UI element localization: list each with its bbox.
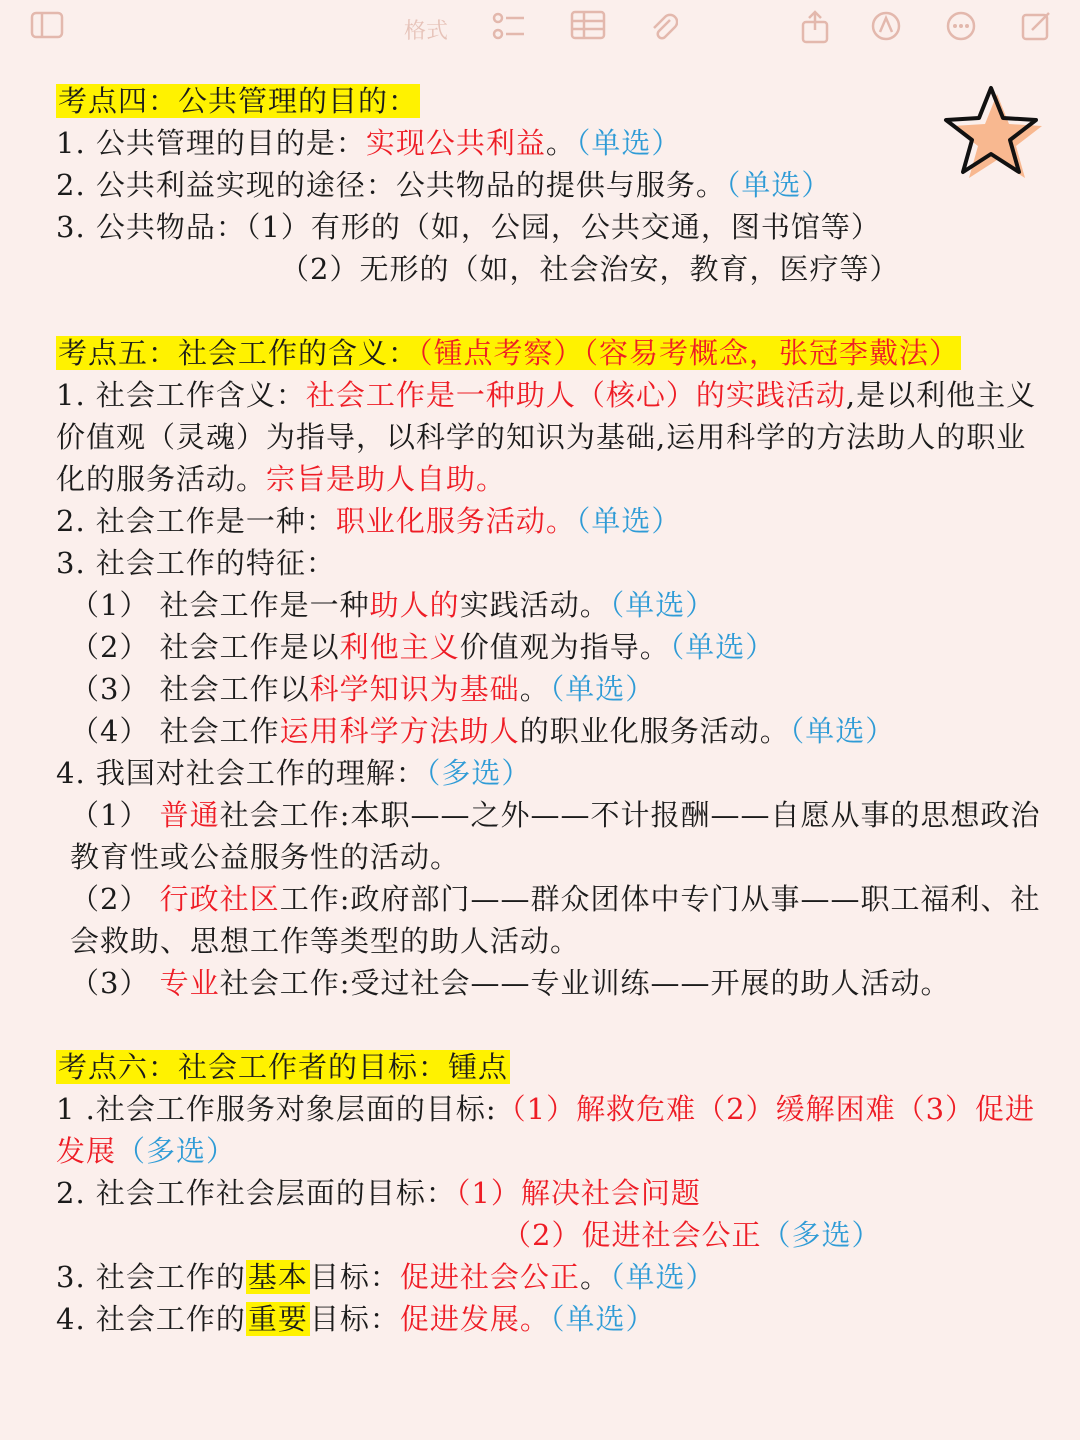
s6-line-4: 3. 社会工作的基本目标：促进社会公正。（单选） xyxy=(56,1260,716,1294)
s5-definition: 1. 社会工作含义：社会工作是一种助人（核心）的实践活动,是以利他主义价值观（灵魂）为指导，以科学的知识为基础,运用科学的方法助人的职业化的服务活动。宗旨是助人自助。 xyxy=(56,378,1037,496)
s5-understanding-3: （3） 专业社会工作:受过社会——专业训练——开展的助人活动。 xyxy=(70,966,951,1000)
s4-line-2: 2. 公共利益实现的途径：公共物品的提供与服务。（单选） xyxy=(56,168,832,202)
s5-feature-4: （4） 社会工作运用科学方法助人的职业化服务活动。（单选） xyxy=(70,714,896,748)
s5-line-3: 3. 社会工作的特征： xyxy=(56,546,336,580)
s5-understanding-2: （2） 行政社区工作:政府部门——群众团体中专门从事——职工福利、社会救助、思想工作等类型的助人活动。 xyxy=(70,882,1041,958)
markup-icon[interactable] xyxy=(870,10,902,42)
s5-line-2: 2. 社会工作是一种：职业化服务活动。（单选） xyxy=(56,504,682,538)
section-4-heading: 考点四：公共管理的目的： xyxy=(58,84,419,118)
table-icon[interactable] xyxy=(570,10,606,40)
s5-feature-2: （2） 社会工作是以利他主义价值观为指导。（单选） xyxy=(70,630,776,664)
s4-line-3: 3. 公共物品：（1）有形的（如，公园，公共交通，图书馆等） xyxy=(56,210,881,244)
checklist-icon[interactable] xyxy=(492,10,526,42)
format-button[interactable]: 格式 xyxy=(404,19,449,44)
section-5-heading: 考点五：社会工作的含义：（锺点考察）（容易考概念，张冠李戴法） xyxy=(58,336,960,370)
s5-line-4: 4. 我国对社会工作的理解：（多选） xyxy=(56,756,532,790)
note-body[interactable] xyxy=(56,80,1056,1340)
s6-line-3: （2）促进社会公正（多选） xyxy=(502,1218,882,1252)
s6-line-5: 4. 社会工作的重要目标：促进发展。（单选） xyxy=(56,1302,656,1336)
more-icon[interactable] xyxy=(945,10,977,42)
sidebar-icon[interactable] xyxy=(30,10,64,40)
attachment-icon[interactable] xyxy=(648,10,678,44)
toolbar xyxy=(0,0,1080,56)
s5-feature-3: （3） 社会工作以科学知识为基础。（单选） xyxy=(70,672,656,706)
s5-understanding-1: （1） 普通社会工作:本职——之外——不计报酬——自愿从事的思想政治教育性或公益服务性的活动。 xyxy=(70,798,1041,874)
s4-line-1: 1. 公共管理的目的是：实现公共利益。（单选） xyxy=(56,126,682,160)
share-icon[interactable] xyxy=(800,10,830,44)
s6-line-2: 2. 社会工作社会层面的目标：（1）解决社会问题 xyxy=(56,1176,701,1210)
compose-icon[interactable] xyxy=(1020,10,1052,42)
s4-line-4: （2）无形的（如，社会治安，教育，医疗等） xyxy=(280,252,900,286)
s6-line-1: 1 .社会工作服务对象层面的目标:（1）解救危难（2）缓解困难（3）促进发展（多选） xyxy=(56,1092,1036,1168)
s5-feature-1: （1） 社会工作是一种助人的实践活动。（单选） xyxy=(70,588,716,622)
section-6-heading: 考点六：社会工作者的目标：锺点 xyxy=(58,1050,509,1084)
